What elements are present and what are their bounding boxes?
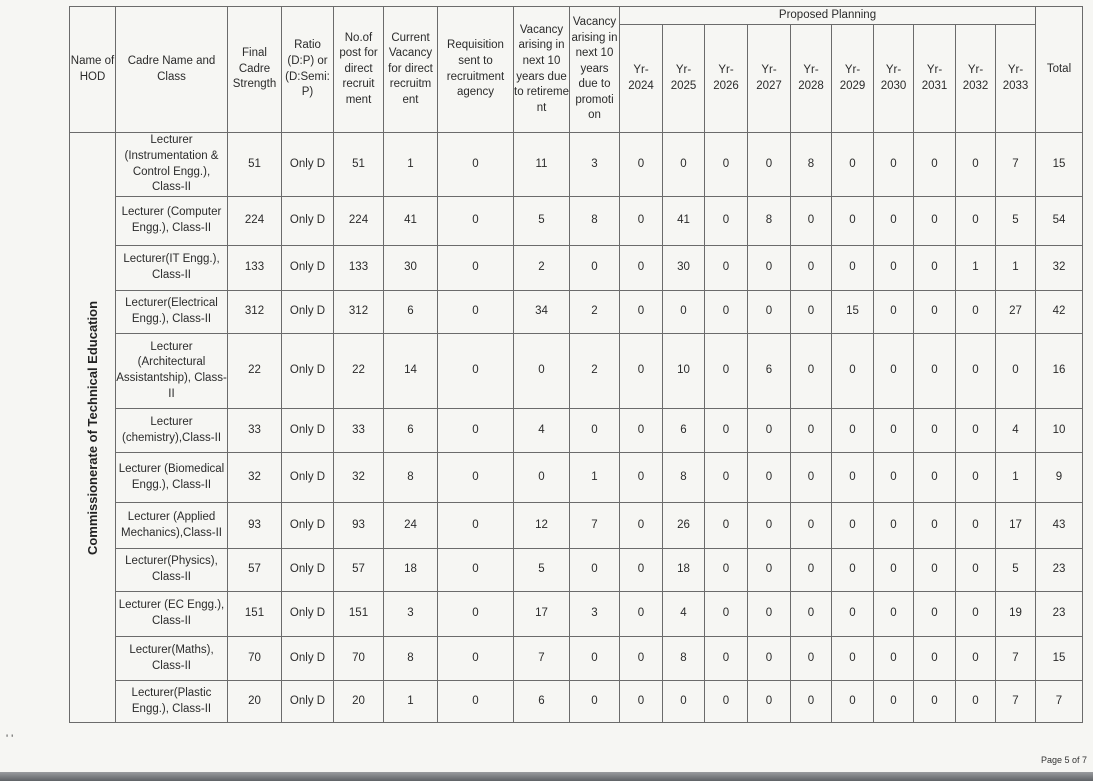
direct-posts: 312: [334, 291, 384, 334]
ratio: Only D: [282, 197, 334, 246]
year-value: 0: [914, 291, 956, 334]
year-value: 7: [996, 133, 1036, 197]
header-year: Yr- 2030: [874, 25, 914, 133]
direct-posts: 151: [334, 592, 384, 637]
vacancy-retirement: 4: [514, 409, 570, 453]
year-value: 0: [874, 592, 914, 637]
year-value: 0: [705, 133, 748, 197]
requisition: 0: [438, 246, 514, 291]
year-value: 0: [663, 291, 705, 334]
ratio: Only D: [282, 681, 334, 723]
vacancy-promotion: 0: [570, 246, 620, 291]
vacancy-promotion: 0: [570, 549, 620, 592]
year-value: 15: [832, 291, 874, 334]
year-value: 0: [620, 133, 663, 197]
year-value: 4: [663, 592, 705, 637]
vacancy-promotion: 0: [570, 681, 620, 723]
year-value: 0: [791, 549, 832, 592]
year-value: 0: [914, 681, 956, 723]
vacancy-promotion: 3: [570, 592, 620, 637]
year-value: 0: [748, 453, 791, 503]
year-value: 0: [956, 334, 996, 409]
header-year: Yr- 2025: [663, 25, 705, 133]
year-value: 0: [620, 549, 663, 592]
year-value: 0: [874, 291, 914, 334]
header-year: Yr- 2027: [748, 25, 791, 133]
table-row: [70, 637, 1083, 681]
cadre-name: Lecturer(Electrical Engg.), Class-II: [116, 291, 228, 334]
requisition: 0: [438, 681, 514, 723]
direct-posts: 51: [334, 133, 384, 197]
requisition: 0: [438, 637, 514, 681]
row-total: 15: [1036, 133, 1083, 197]
year-value: 0: [705, 503, 748, 549]
header-vacancy-promotion: Vacancy arising in next 10 years due to promoti on: [570, 7, 620, 133]
vacancy-promotion: 2: [570, 291, 620, 334]
year-value: 0: [748, 637, 791, 681]
final-strength: 57: [228, 549, 282, 592]
final-strength: 133: [228, 246, 282, 291]
year-value: 0: [914, 409, 956, 453]
table-row: [70, 592, 1083, 637]
table-row: [70, 197, 1083, 246]
ratio: Only D: [282, 453, 334, 503]
ratio: Only D: [282, 592, 334, 637]
year-value: 4: [996, 409, 1036, 453]
vacancy-promotion: 0: [570, 637, 620, 681]
year-value: 0: [874, 681, 914, 723]
year-value: 1: [956, 246, 996, 291]
year-value: 0: [874, 453, 914, 503]
year-value: 6: [663, 409, 705, 453]
year-value: 0: [791, 637, 832, 681]
year-value: 0: [705, 592, 748, 637]
vacancy-retirement: 11: [514, 133, 570, 197]
year-value: 0: [791, 592, 832, 637]
ratio: Only D: [282, 246, 334, 291]
header-requisition: Requisition sent to recruitment agency: [438, 7, 514, 133]
current-vacancy: 8: [384, 637, 438, 681]
year-value: 0: [748, 503, 791, 549]
year-value: 17: [996, 503, 1036, 549]
table-row: [70, 133, 1083, 197]
vacancy-retirement: 5: [514, 197, 570, 246]
current-vacancy: 1: [384, 133, 438, 197]
year-value: 0: [914, 334, 956, 409]
year-value: 0: [956, 681, 996, 723]
planning-table: [69, 6, 1083, 723]
ratio: Only D: [282, 637, 334, 681]
direct-posts: 33: [334, 409, 384, 453]
requisition: 0: [438, 291, 514, 334]
year-value: 1: [996, 453, 1036, 503]
vacancy-promotion: 2: [570, 334, 620, 409]
requisition: 0: [438, 409, 514, 453]
direct-posts: 32: [334, 453, 384, 503]
header-ratio: Ratio (D:P) or (D:Semi: P): [282, 7, 334, 133]
row-total: 23: [1036, 592, 1083, 637]
year-value: 0: [791, 291, 832, 334]
header-year: Yr- 2028: [791, 25, 832, 133]
year-value: 0: [620, 291, 663, 334]
year-value: 0: [791, 503, 832, 549]
header-name-of-hod: Name of HOD: [70, 7, 116, 133]
hod-name: Commissionerate of Technical Education: [84, 300, 100, 555]
current-vacancy: 41: [384, 197, 438, 246]
year-value: 0: [791, 334, 832, 409]
year-value: 0: [956, 549, 996, 592]
cadre-name: Lecturer (Computer Engg.), Class-II: [116, 197, 228, 246]
year-value: 0: [791, 246, 832, 291]
year-value: 0: [874, 503, 914, 549]
cadre-name: Lecturer (Applied Mechanics),Class-II: [116, 503, 228, 549]
year-value: 0: [956, 133, 996, 197]
year-value: 6: [748, 334, 791, 409]
year-value: 8: [663, 453, 705, 503]
requisition: 0: [438, 503, 514, 549]
year-value: 8: [663, 637, 705, 681]
year-value: 0: [705, 681, 748, 723]
ratio: Only D: [282, 409, 334, 453]
header-final-strength: Final Cadre Strength: [228, 7, 282, 133]
year-value: 0: [663, 133, 705, 197]
year-value: 0: [791, 409, 832, 453]
year-value: 7: [996, 637, 1036, 681]
cadre-name: Lecturer (chemistry),Class-II: [116, 409, 228, 453]
current-vacancy: 30: [384, 246, 438, 291]
year-value: 0: [874, 637, 914, 681]
ratio: Only D: [282, 291, 334, 334]
year-value: 10: [663, 334, 705, 409]
row-total: 23: [1036, 549, 1083, 592]
year-value: 0: [874, 334, 914, 409]
requisition: 0: [438, 549, 514, 592]
year-value: 0: [705, 246, 748, 291]
year-value: 0: [914, 592, 956, 637]
year-value: 0: [832, 503, 874, 549]
year-value: 5: [996, 197, 1036, 246]
header-year: Yr- 2031: [914, 25, 956, 133]
cadre-name: Lecturer(Plastic Engg.), Class-II: [116, 681, 228, 723]
table-row: [70, 453, 1083, 503]
current-vacancy: 24: [384, 503, 438, 549]
year-value: 26: [663, 503, 705, 549]
year-value: 0: [705, 409, 748, 453]
year-value: 0: [832, 681, 874, 723]
year-value: 0: [620, 503, 663, 549]
vacancy-retirement: 7: [514, 637, 570, 681]
current-vacancy: 6: [384, 409, 438, 453]
cadre-name: Lecturer(Maths), Class-II: [116, 637, 228, 681]
year-value: 0: [620, 637, 663, 681]
final-strength: 224: [228, 197, 282, 246]
vacancy-retirement: 5: [514, 549, 570, 592]
current-vacancy: 1: [384, 681, 438, 723]
margin-mark: ' ': [6, 733, 14, 745]
year-value: 0: [705, 453, 748, 503]
cadre-name: Lecturer (Architectural Assistantship), Class-II: [116, 334, 228, 409]
year-value: 41: [663, 197, 705, 246]
vacancy-promotion: 7: [570, 503, 620, 549]
header-cadre: Cadre Name and Class: [116, 7, 228, 133]
table-row: [70, 246, 1083, 291]
year-value: 0: [832, 637, 874, 681]
table-row: [70, 503, 1083, 549]
year-value: 0: [832, 133, 874, 197]
direct-posts: 133: [334, 246, 384, 291]
year-value: 0: [748, 133, 791, 197]
vacancy-retirement: 6: [514, 681, 570, 723]
row-total: 15: [1036, 637, 1083, 681]
year-value: 0: [832, 409, 874, 453]
final-strength: 51: [228, 133, 282, 197]
cadre-name: Lecturer (Instrumentation & Control Engg.), Class-II: [116, 133, 228, 197]
year-value: 0: [914, 503, 956, 549]
year-value: 19: [996, 592, 1036, 637]
year-value: 0: [874, 549, 914, 592]
row-total: 7: [1036, 681, 1083, 723]
year-value: 0: [832, 197, 874, 246]
vacancy-promotion: 1: [570, 453, 620, 503]
ratio: Only D: [282, 549, 334, 592]
requisition: 0: [438, 133, 514, 197]
direct-posts: 224: [334, 197, 384, 246]
cadre-name: Lecturer (Biomedical Engg.), Class-II: [116, 453, 228, 503]
year-value: 0: [874, 197, 914, 246]
direct-posts: 22: [334, 334, 384, 409]
header-year: Yr- 2033: [996, 25, 1036, 133]
year-value: 0: [832, 453, 874, 503]
year-value: 0: [914, 133, 956, 197]
year-value: 0: [705, 549, 748, 592]
current-vacancy: 14: [384, 334, 438, 409]
year-value: 0: [956, 409, 996, 453]
vacancy-retirement: 17: [514, 592, 570, 637]
direct-posts: 57: [334, 549, 384, 592]
year-value: 7: [996, 681, 1036, 723]
header-vacancy-retirement: Vacancy arising in next 10 years due to retireme nt: [514, 7, 570, 133]
current-vacancy: 3: [384, 592, 438, 637]
current-vacancy: 8: [384, 453, 438, 503]
current-vacancy: 18: [384, 549, 438, 592]
requisition: 0: [438, 592, 514, 637]
header-year: Yr- 2029: [832, 25, 874, 133]
year-value: 0: [620, 681, 663, 723]
year-value: 8: [748, 197, 791, 246]
direct-posts: 93: [334, 503, 384, 549]
year-value: 0: [914, 637, 956, 681]
cadre-name: Lecturer (EC Engg.), Class-II: [116, 592, 228, 637]
requisition: 0: [438, 197, 514, 246]
year-value: 8: [791, 133, 832, 197]
cadre-name: Lecturer(IT Engg.), Class-II: [116, 246, 228, 291]
header-total: Total: [1036, 7, 1083, 133]
year-value: 0: [620, 409, 663, 453]
vacancy-promotion: 8: [570, 197, 620, 246]
year-value: 0: [996, 334, 1036, 409]
final-strength: 70: [228, 637, 282, 681]
year-value: 0: [956, 291, 996, 334]
year-value: 0: [914, 197, 956, 246]
year-value: 0: [748, 592, 791, 637]
header-current-vacancy: Current Vacancy for direct recruitm ent: [384, 7, 438, 133]
table-row: [70, 409, 1083, 453]
vacancy-promotion: 3: [570, 133, 620, 197]
final-strength: 22: [228, 334, 282, 409]
row-total: 32: [1036, 246, 1083, 291]
year-value: 0: [832, 549, 874, 592]
vacancy-promotion: 0: [570, 409, 620, 453]
final-strength: 33: [228, 409, 282, 453]
year-value: 0: [914, 246, 956, 291]
direct-posts: 20: [334, 681, 384, 723]
final-strength: 151: [228, 592, 282, 637]
direct-posts: 70: [334, 637, 384, 681]
year-value: 0: [663, 681, 705, 723]
year-value: 30: [663, 246, 705, 291]
year-value: 18: [663, 549, 705, 592]
final-strength: 93: [228, 503, 282, 549]
year-value: 0: [705, 197, 748, 246]
year-value: 1: [996, 246, 1036, 291]
vacancy-retirement: 0: [514, 334, 570, 409]
table-row: [70, 291, 1083, 334]
year-value: 0: [956, 453, 996, 503]
year-value: 0: [620, 592, 663, 637]
row-total: 9: [1036, 453, 1083, 503]
header-row: [70, 7, 1083, 25]
year-value: 0: [874, 133, 914, 197]
header-year: Yr- 2026: [705, 25, 748, 133]
vacancy-retirement: 12: [514, 503, 570, 549]
requisition: 0: [438, 453, 514, 503]
cadre-name: Lecturer(Physics), Class-II: [116, 549, 228, 592]
table-row: [70, 334, 1083, 409]
year-value: 0: [705, 637, 748, 681]
vacancy-retirement: 2: [514, 246, 570, 291]
current-vacancy: 6: [384, 291, 438, 334]
year-value: 0: [748, 409, 791, 453]
ratio: Only D: [282, 133, 334, 197]
year-value: 0: [956, 197, 996, 246]
year-value: 0: [748, 549, 791, 592]
ratio: Only D: [282, 503, 334, 549]
year-value: 0: [705, 291, 748, 334]
year-value: 5: [996, 549, 1036, 592]
year-value: 0: [914, 453, 956, 503]
year-value: 0: [791, 681, 832, 723]
header-year: Yr- 2024: [620, 25, 663, 133]
ratio: Only D: [282, 334, 334, 409]
year-value: 0: [748, 291, 791, 334]
year-value: 0: [748, 246, 791, 291]
final-strength: 32: [228, 453, 282, 503]
header-year: Yr- 2032: [956, 25, 996, 133]
header-direct-posts: No.of post for direct recruit ment: [334, 7, 384, 133]
table-row: [70, 549, 1083, 592]
row-total: 54: [1036, 197, 1083, 246]
scanner-edge: [0, 772, 1093, 781]
final-strength: 312: [228, 291, 282, 334]
year-value: 0: [914, 549, 956, 592]
year-value: 0: [874, 409, 914, 453]
year-value: 0: [956, 637, 996, 681]
year-value: 0: [748, 681, 791, 723]
header-proposed-planning: Proposed Planning: [620, 7, 1036, 25]
year-value: 0: [620, 246, 663, 291]
row-total: 43: [1036, 503, 1083, 549]
hod-cell: [70, 133, 116, 723]
vacancy-retirement: 0: [514, 453, 570, 503]
year-value: 0: [874, 246, 914, 291]
year-value: 0: [791, 197, 832, 246]
year-value: 0: [832, 246, 874, 291]
year-value: 0: [956, 592, 996, 637]
row-total: 10: [1036, 409, 1083, 453]
year-value: 0: [620, 197, 663, 246]
page-number: Page 5 of 7: [1040, 755, 1087, 765]
year-value: 0: [620, 453, 663, 503]
row-total: 16: [1036, 334, 1083, 409]
year-value: 0: [832, 334, 874, 409]
year-value: 0: [791, 453, 832, 503]
year-value: 0: [832, 592, 874, 637]
vacancy-retirement: 34: [514, 291, 570, 334]
table-row: [70, 681, 1083, 723]
year-value: 0: [705, 334, 748, 409]
year-value: 27: [996, 291, 1036, 334]
final-strength: 20: [228, 681, 282, 723]
row-total: 42: [1036, 291, 1083, 334]
year-value: 0: [956, 503, 996, 549]
year-value: 0: [620, 334, 663, 409]
requisition: 0: [438, 334, 514, 409]
